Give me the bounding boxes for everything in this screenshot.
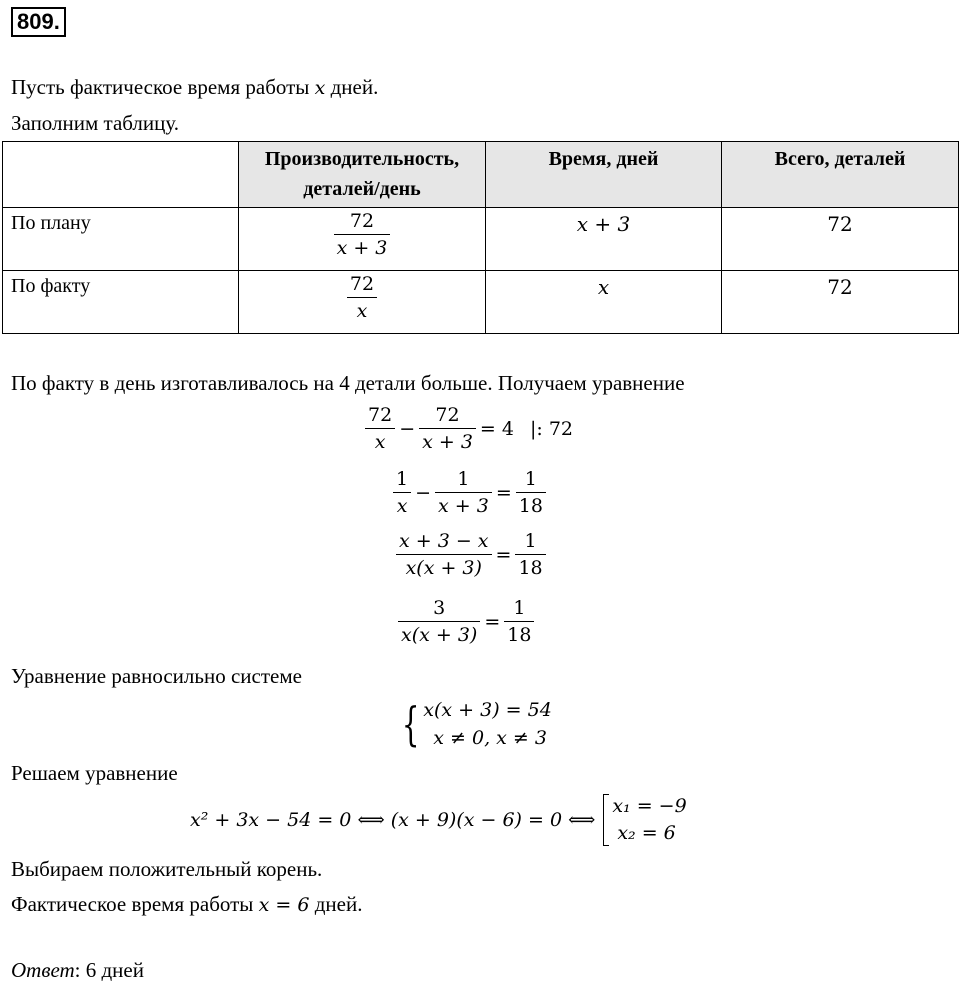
cell-plan-productivity	[239, 208, 486, 271]
equation-2	[393, 466, 546, 519]
equation-system	[396, 696, 552, 752]
fraction	[515, 528, 545, 581]
equation-note: |: 72	[529, 417, 574, 440]
fraction-denominator: x(x + 3)	[401, 624, 478, 646]
operator-minus: −	[399, 417, 416, 440]
fraction	[365, 402, 395, 455]
choose-root-text: Выбираем положительный корень.	[11, 857, 323, 881]
equation-4	[398, 595, 534, 648]
fraction-denominator: x(x + 3)	[405, 557, 482, 579]
operator-minus: −	[415, 481, 432, 504]
root-2: x₂ = 6	[617, 822, 676, 844]
solve-main: x² + 3x − 54 = 0 ⟺ (x + 9)(x − 6) = 0 ⟺	[190, 809, 596, 831]
solve-equation	[190, 793, 687, 847]
fraction-denominator: x + 3	[438, 495, 489, 517]
root-1: x₁ = −9	[612, 795, 687, 817]
cell-fact-productivity	[239, 271, 486, 334]
equation-1	[365, 402, 573, 455]
intro-line-2: Заполним таблицу.	[11, 111, 180, 135]
table-row	[3, 208, 959, 271]
fraction-denominator: x + 3	[422, 431, 473, 453]
fraction-denominator: 18	[507, 624, 532, 646]
system-line-2: x ≠ 0, x ≠ 3	[433, 727, 547, 749]
fraction	[419, 402, 476, 455]
fraction	[398, 595, 480, 648]
table-header-empty	[3, 142, 239, 208]
fraction	[504, 595, 534, 648]
table-header-total: Всего, деталей	[722, 142, 959, 208]
fraction-numerator: 72	[349, 210, 375, 232]
fraction-numerator: 1	[457, 468, 470, 490]
header-productivity-line2: деталей/день	[303, 178, 421, 200]
fraction	[334, 208, 391, 261]
data-table	[2, 141, 959, 334]
answer-label: Ответ	[11, 958, 75, 982]
fraction-denominator: 18	[518, 557, 543, 579]
fraction-denominator: x + 3	[336, 237, 388, 259]
table-header-productivity	[239, 142, 486, 208]
operator-equals: =	[495, 481, 512, 504]
cell-plan-time: x + 3	[486, 208, 722, 271]
fraction	[435, 466, 492, 519]
system-intro-text: Уравнение равносильно системе	[11, 664, 302, 688]
roots-bracket	[603, 794, 609, 846]
fraction-denominator: x	[396, 495, 408, 517]
row-label-fact: По факту	[3, 271, 239, 334]
table-header-row	[3, 142, 959, 208]
result-line	[11, 892, 362, 917]
answer-line	[11, 958, 144, 983]
fraction-numerator: 72	[349, 273, 375, 295]
result-text-a: Фактическое время работы	[11, 892, 259, 916]
result-text-b: дней.	[309, 892, 363, 916]
fraction-denominator: 18	[518, 495, 543, 517]
system-brace: {	[401, 697, 420, 751]
cell-fact-time: x	[486, 271, 722, 334]
row-label-plan: По плану	[3, 208, 239, 271]
equation-3	[396, 528, 546, 581]
equation-rhs: = 4	[479, 417, 514, 440]
fraction	[347, 271, 377, 324]
cell-plan-total: 72	[722, 208, 959, 271]
fraction-numerator: 1	[524, 468, 537, 490]
fraction	[393, 466, 411, 519]
system-line-1: x(x + 3) = 54	[423, 699, 552, 721]
fraction-numerator: 3	[433, 597, 446, 619]
fraction-numerator: 1	[513, 597, 526, 619]
system-lines	[423, 696, 552, 752]
solve-intro-text: Решаем уравнение	[11, 761, 178, 785]
fraction	[516, 466, 546, 519]
roots-list	[612, 793, 686, 847]
operator-equals: =	[484, 610, 501, 633]
fraction-denominator: x	[356, 300, 368, 322]
header-productivity-line1: Производительность,	[264, 148, 460, 170]
table-row	[3, 271, 959, 334]
intro-line-1	[11, 75, 378, 100]
fraction-numerator: 1	[396, 468, 409, 490]
cell-fact-total: 72	[722, 271, 959, 334]
fraction-numerator: 1	[524, 530, 537, 552]
table-header-time: Время, дней	[486, 142, 722, 208]
intro-variable: x	[314, 77, 326, 99]
answer-value: : 6 дней	[74, 958, 144, 982]
intro-text-a: Пусть фактическое время работы	[11, 75, 315, 99]
operator-equals: =	[495, 543, 512, 566]
fraction-denominator: x	[374, 431, 386, 453]
equation-intro-text: По факту в день изготавливалось на 4 детали больше. Получаем уравнение	[11, 371, 685, 395]
problem-number: 809.	[11, 7, 66, 37]
fraction	[396, 528, 492, 581]
intro-text-b: дней.	[325, 75, 379, 99]
result-value: x = 6	[258, 894, 310, 916]
fraction-numerator: 72	[435, 404, 460, 426]
fraction-numerator: x + 3 − x	[399, 530, 489, 552]
fraction-numerator: 72	[368, 404, 393, 426]
